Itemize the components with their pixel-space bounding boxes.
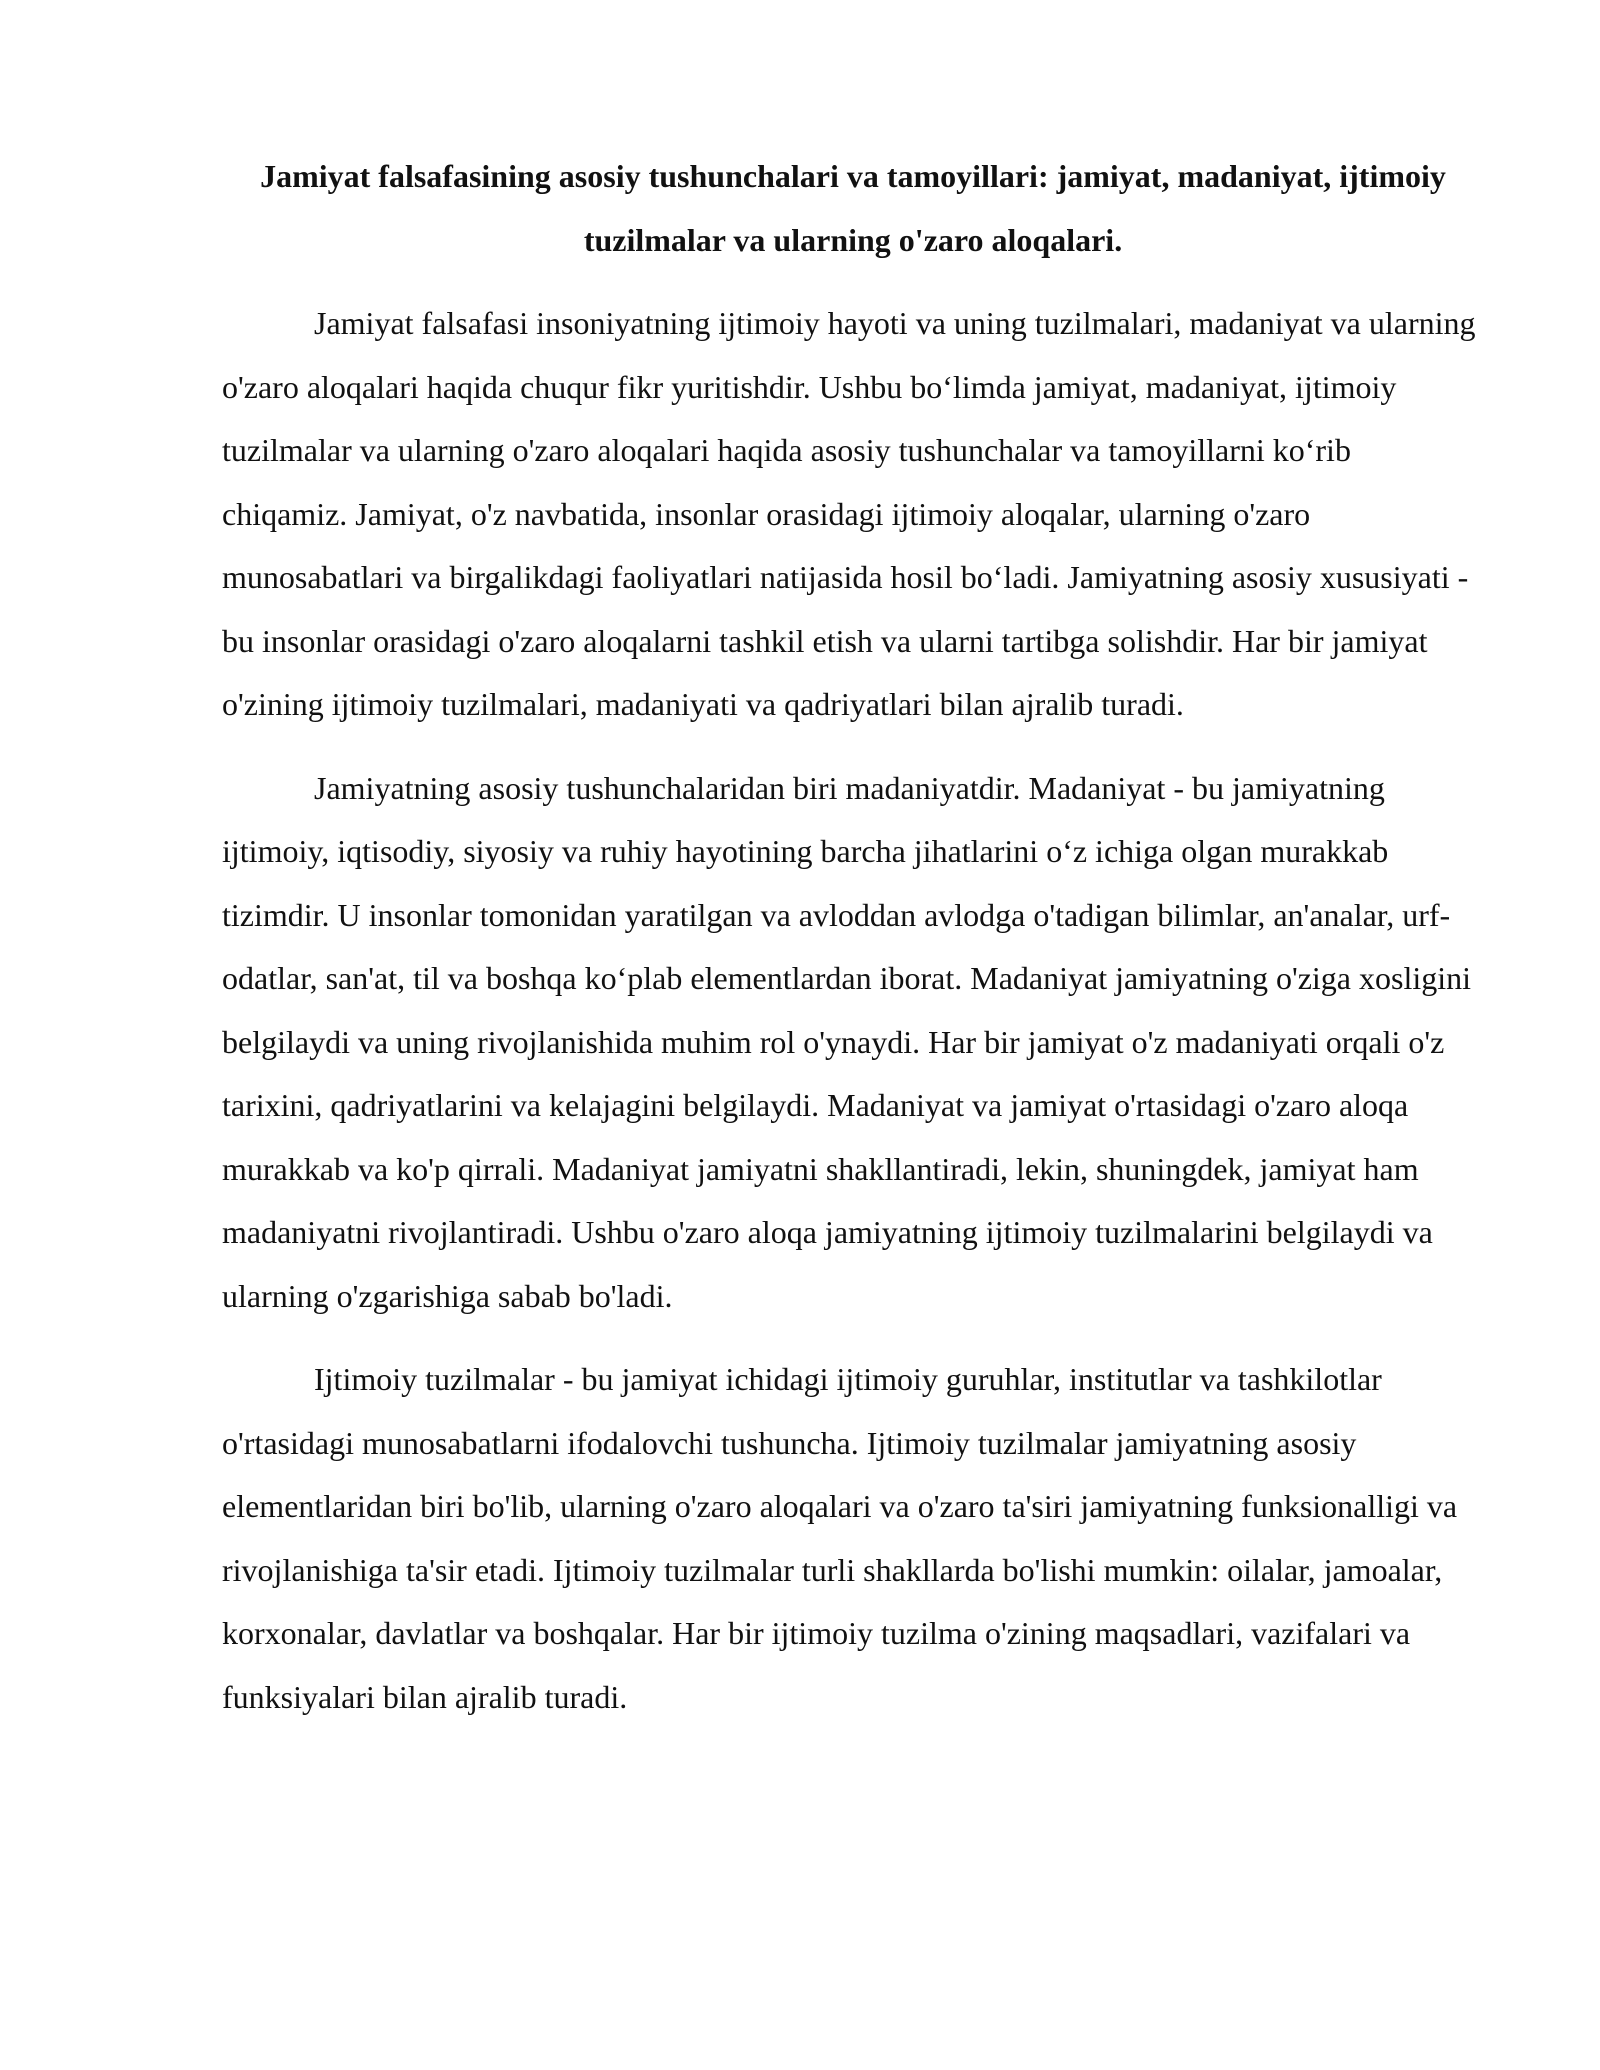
document-title: Jamiyat falsafasining asosiy tushunchalari va tamoyillari: jamiyat, madaniyat, ijtimoiy tuzilmalar va ularning o'zaro aloqalari. [260, 158, 1446, 258]
paragraph-1: Jamiyat falsafasi insoniyatning ijtimoiy hayoti va uning tuzilmalari, madaniyat va ularning o'zaro aloqalari haqida chuqur fikr yuritishdir. Ushbu bo‘limda jamiyat, madaniyat, ijtimoiy tuzilmalar va ularning o'zaro aloqalari haqida asosiy tushunchalar va tamoyillarni ko‘rib chiqamiz. Jamiyat, o'z navbatida, insonlar orasidagi ijtimoiy aloqalar, ularning o'zaro munosabatlari va birgalikdagi faoliyatlari natijasida hosil bo‘ladi. Jamiyatning asosiy xususiyati - bu insonlar orasidagi o'zaro aloqalarni tashkil etish va ularni tartibga solishdir. Har bir jamiyat o'zining ijtimoiy tuzilmalari, madaniyati va qadriyatlari bilan ajralib turadi. [222, 305, 1476, 722]
document-body [222, 144, 1484, 1749]
paragraph-3: Ijtimoiy tuzilmalar - bu jamiyat ichidagi ijtimoiy guruhlar, institutlar va tashkilotlar o'rtasidagi munosabatlarni ifodalovchi tushuncha. Ijtimoiy tuzilmalar jamiyatning asosiy elementlaridan biri bo'lib, ularning o'zaro aloqalari va o'zaro ta'siri jamiyatning funksionalligi va rivojlanishiga ta'sir etadi. Ijtimoiy tuzilmalar turli shakllarda bo'lishi mumkin: oilalar, jamoalar, korxonalar, davlatlar va boshqalar. Har bir ijtimoiy tuzilma o'zining maqsadlari, vazifalari va funksiyalari bilan ajralib turadi. [222, 1361, 1458, 1715]
paragraph-2: Jamiyatning asosiy tushunchalaridan biri madaniyatdir. Madaniyat - bu jamiyatning ijtimoiy, iqtisodiy, siyosiy va ruhiy hayotining barcha jihatlarini o‘z ichiga olgan murakkab tizimdir. U insonlar tomonidan yaratilgan va avloddan avlodga o'tadigan bilimlar, an'analar, urf-odatlar, san'at, til va boshqa ko‘plab elementlardan iborat. Madaniyat jamiyatning o'ziga xosligini belgilaydi va uning rivojlanishida muhim rol o'ynaydi. Har bir jamiyat o'z madaniyati orqali o'z tarixini, qadriyatlarini va kelajagini belgilaydi. Madaniyat va jamiyat o'rtasidagi o'zaro aloqa murakkab va ko'p qirrali. Madaniyat jamiyatni shakllantiradi, lekin, shuningdek, jamiyat ham madaniyatni rivojlantiradi. Ushbu o'zaro aloqa jamiyatning ijtimoiy tuzilmalarini belgilaydi va ularning o'zgarishiga sabab bo'ladi. [222, 769, 1472, 1314]
